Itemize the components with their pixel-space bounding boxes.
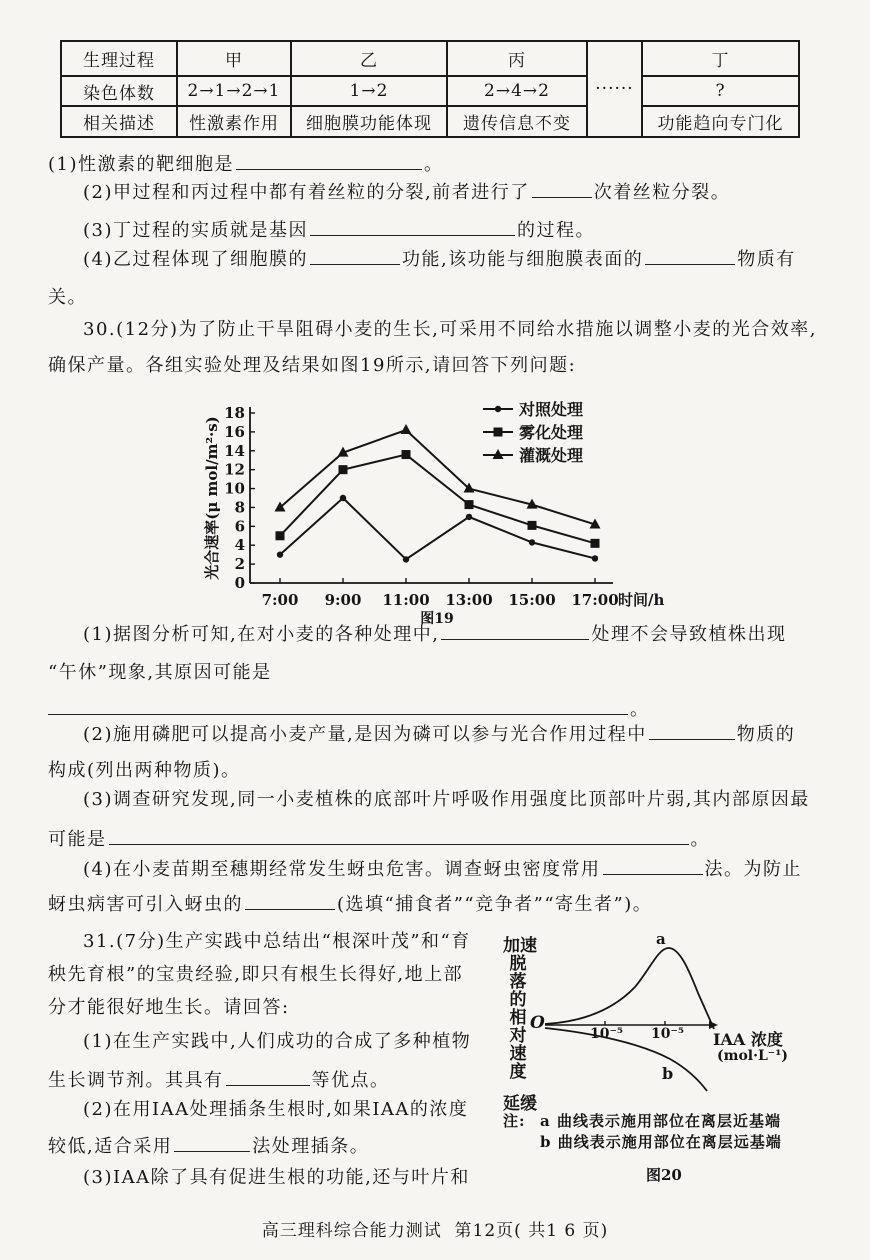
question-text: (4)在小麦苗期至穗期经常发生蚜虫危害。调查蚜虫密度常用 (83, 859, 601, 880)
y-axis-bottom-label: 延缓 (503, 1094, 537, 1114)
x-tick-label: 10⁻⁵ (651, 1026, 685, 1042)
series-line (280, 455, 595, 544)
photosynthesis-rate-chart (195, 393, 685, 633)
q29-part4-continued (48, 287, 87, 309)
x-tick-label: 9:00 (324, 591, 362, 609)
question-text: (2)在用IAA处理插条生根时,如果IAA的浓度 (83, 1099, 469, 1120)
data-point-square (465, 500, 474, 509)
q31-part1 (83, 1031, 471, 1053)
y-axis-label: 脱落的相对速度 (509, 954, 527, 1082)
y-tick-label: 0 (234, 574, 245, 592)
question-text: 物质的 (736, 724, 796, 745)
x-tick-label: 7:00 (261, 591, 299, 609)
question-text: 关。 (48, 287, 87, 308)
q29-part1 (48, 152, 444, 176)
question-text: 处理不会导致植株出现 (591, 624, 787, 645)
q30-part3 (83, 789, 810, 811)
column-header: 乙 (291, 41, 447, 76)
row-label: 染色体数 (61, 76, 177, 106)
table-cell: ? (642, 76, 799, 106)
question-text: 。 (630, 699, 650, 720)
y-tick-label: 8 (234, 498, 245, 517)
question-text: 构成(列出两种物质)。 (48, 760, 241, 781)
answer-blank (236, 152, 422, 170)
question-text: 蚜虫病害可引入蚜虫的 (48, 894, 243, 915)
page-footer: 高三理科综合能力测试 第12页( 共1 6 页) (261, 1221, 609, 1241)
column-header: 丁 (642, 41, 799, 76)
y-axis-label: 光合速率(μ mol/m²·s) (203, 416, 221, 580)
question-text: 等优点。 (311, 1070, 390, 1091)
q30-part4 (83, 857, 802, 881)
question-text: (选填“捕食者”“竞争者”“寄生者”)。 (337, 894, 653, 915)
answer-blank (109, 827, 689, 845)
data-point-square (402, 450, 411, 459)
question-text: 较低,适合采用 (48, 1136, 173, 1157)
y-tick-label: 14 (224, 441, 245, 460)
table-cell: 1→2 (291, 76, 447, 106)
question-text: 确保产量。各组实验处理及结果如图19所示,请回答下列问题: (48, 355, 577, 376)
q29-part3 (83, 218, 595, 242)
question-text: 。 (690, 829, 710, 850)
question-text: 30.(12分)为了防止干旱阻碍小麦的生长,可采用不同给水措施以调整小麦的光合效率, (83, 319, 818, 340)
row-label: 相关描述 (61, 106, 177, 137)
data-point-square (591, 539, 600, 548)
q31-part2-continued (48, 1134, 369, 1158)
q31-stem-continued (48, 997, 290, 1019)
q30-part2 (83, 722, 795, 746)
table-row (61, 41, 799, 76)
question-text: 法处理插条。 (252, 1136, 370, 1157)
ellipsis-cell: ······ (587, 41, 642, 137)
question-text: (3)IAA除了具有促进生根的功能,还与叶片和 (83, 1167, 470, 1188)
x-tick-label: 15:00 (508, 591, 556, 609)
table-cell: 遗传信息不变 (447, 106, 587, 137)
y-tick-label: 2 (234, 555, 245, 574)
q31-stem (83, 931, 471, 953)
answer-blank (310, 218, 515, 236)
curve-a (545, 948, 714, 1029)
series-line (280, 498, 595, 559)
data-point-circle (592, 555, 598, 561)
answer-blank (245, 892, 335, 910)
x-tick-label: 11:00 (382, 591, 430, 609)
question-text: (3)丁过程的实质就是基因 (83, 220, 308, 241)
q30-part3-continued (48, 827, 710, 851)
answer-blank (226, 1068, 310, 1086)
x-tick-label: 17:00 (571, 591, 619, 609)
note-curve-a: a 曲线表示施用部位在离层近基端 (540, 1112, 781, 1130)
question-text: 法。为防止 (704, 859, 802, 880)
q29-part2 (83, 180, 730, 204)
legend-label: 对照处理 (519, 400, 584, 419)
table-cell: 2→4→2 (447, 76, 587, 106)
data-point-triangle (401, 424, 412, 434)
table-row (61, 106, 799, 137)
x-axis-unit: (mol·L⁻¹) (717, 1048, 788, 1064)
table-cell: 细胞膜功能体现 (291, 106, 447, 137)
curve-a-label: a (656, 930, 666, 948)
q30-part1-answer-line (48, 697, 650, 721)
data-point-square (339, 465, 348, 474)
table-cell: 2→1→2→1 (177, 76, 291, 106)
y-tick-label: 16 (224, 422, 245, 441)
question-text: 秧先育根”的宝贵经验,即只有根生长得好,地上部 (48, 964, 464, 985)
data-point-circle (403, 556, 409, 562)
answer-blank (174, 1134, 250, 1152)
question-text: (1)据图分析可知,在对小麦的各种处理中, (83, 624, 440, 645)
note-prefix: 注: (503, 1112, 526, 1130)
legend-marker-circle (495, 406, 501, 412)
q30-stem-continued (48, 355, 576, 377)
data-point-square (276, 531, 285, 540)
data-point-circle (466, 514, 472, 520)
question-text: 功能,该功能与细胞膜表面的 (402, 249, 644, 270)
answer-blank (48, 697, 628, 715)
answer-blank (603, 857, 703, 875)
chart-caption: 图19 (420, 611, 454, 627)
table-cell: 性激素作用 (177, 106, 291, 137)
question-text: (4)乙过程体现了细胞膜的 (83, 249, 308, 270)
q30-part4-continued (48, 892, 652, 916)
y-tick-label: 4 (234, 536, 245, 555)
table-cell: 功能趋向专门化 (642, 106, 799, 137)
answer-blank (310, 247, 400, 265)
question-text: (2)甲过程和丙过程中都有着丝粒的分裂,前者进行了 (83, 182, 530, 203)
answer-blank (645, 247, 735, 265)
question-text: (1)性激素的靶细胞是 (48, 154, 234, 175)
q31-part1-continued (48, 1068, 390, 1092)
x-axis-label: 时间/h (618, 591, 665, 609)
question-text: (3)调查研究发现,同一小麦植株的底部叶片呼吸作用强度比顶部叶片弱,其内部原因最 (83, 789, 810, 810)
x-tick-label: 10⁻⁵ (590, 1026, 624, 1042)
answer-blank (649, 722, 735, 740)
data-point-square (528, 521, 537, 530)
question-text: 的过程。 (517, 220, 595, 241)
note-curve-b: b 曲线表示施用部位在离层远基端 (540, 1133, 782, 1151)
origin-label: O (530, 1013, 545, 1033)
question-text: (2)施用磷肥可以提高小麦产量,是因为磷可以参与光合作用过程中 (83, 724, 647, 745)
data-point-circle (529, 539, 535, 545)
x-axis-label: IAA 浓度 (713, 1030, 783, 1049)
column-header: 甲 (177, 41, 291, 76)
answer-blank (532, 180, 592, 198)
q30-part1-continued (48, 662, 272, 684)
legend-label: 灌溉处理 (519, 446, 584, 465)
column-header: 丙 (447, 41, 587, 76)
q30-stem (83, 319, 817, 341)
question-text: (1)在生产实践中,人们成功的合成了多种植物 (83, 1031, 472, 1052)
question-text: “午休”现象,其原因可能是 (48, 662, 272, 683)
figure-caption: 图20 (646, 1166, 682, 1184)
table-row (61, 76, 799, 106)
q31-part2 (83, 1099, 468, 1121)
q31-stem-continued (48, 964, 463, 986)
data-point-circle (277, 551, 283, 557)
curve-b-label: b (662, 1064, 674, 1083)
legend-marker-square (494, 428, 503, 437)
question-text: 生长调节剂。其具有 (48, 1070, 224, 1091)
question-text: 31.(7分)生产实践中总结出“根深叶茂”和“育 (83, 931, 471, 952)
q31-part3 (83, 1167, 470, 1189)
question-text: 分才能很好地生长。请回答: (48, 997, 290, 1018)
row-label: 生理过程 (61, 41, 177, 76)
q30-part2-continued (48, 760, 241, 782)
question-text: 。 (424, 154, 444, 175)
process-table (60, 40, 800, 138)
y-tick-label: 18 (224, 404, 245, 422)
question-text: 物质有 (737, 249, 796, 270)
series-line (280, 430, 595, 524)
q30-part1 (83, 622, 786, 646)
y-tick-label: 12 (224, 460, 245, 479)
answer-blank (441, 622, 589, 640)
question-text: 可能是 (48, 829, 107, 850)
question-text: 次着丝粒分裂。 (593, 182, 731, 203)
y-axis-top-label: 加速 (503, 936, 537, 956)
y-tick-label: 10 (224, 479, 245, 498)
data-point-circle (340, 495, 346, 501)
x-tick-label: 13:00 (445, 591, 493, 609)
y-tick-label: 6 (234, 517, 245, 536)
q29-part4 (83, 247, 796, 271)
legend-label: 雾化处理 (519, 423, 584, 442)
